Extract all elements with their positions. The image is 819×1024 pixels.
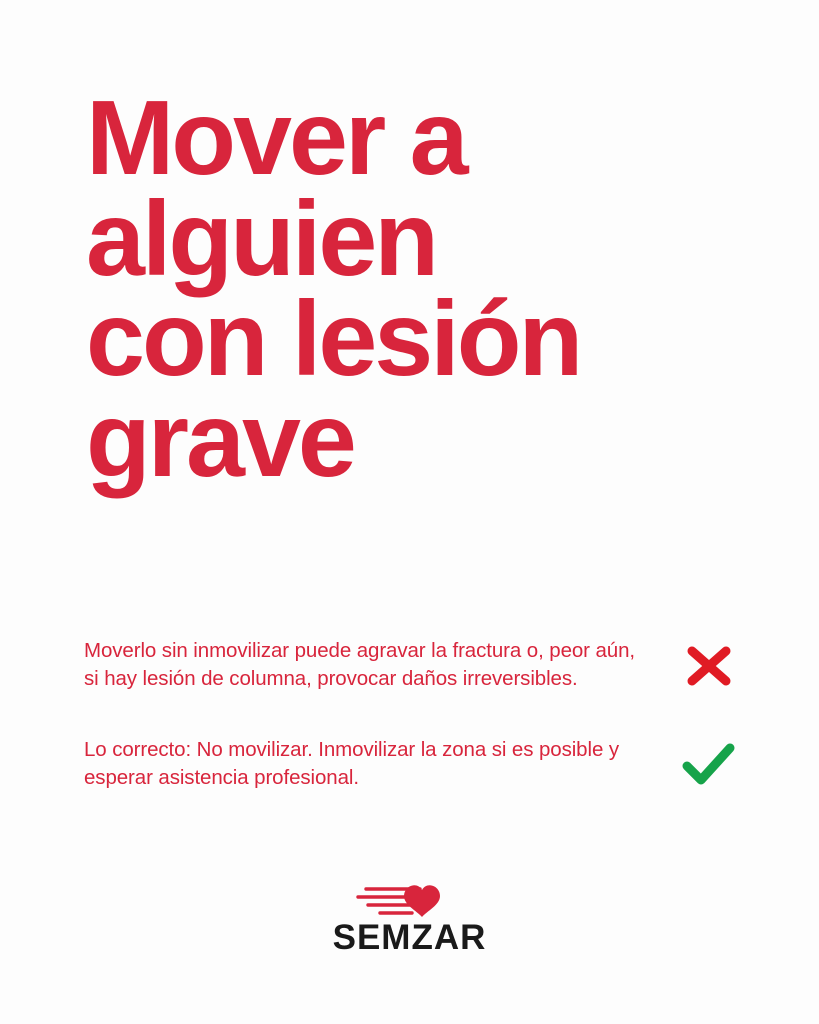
headline-line-4: grave — [86, 381, 354, 500]
brand-wordmark: SEMZAR — [332, 918, 487, 957]
headline-line-3: con lesión — [86, 280, 581, 399]
list-item — [84, 736, 744, 793]
check-icon — [674, 742, 744, 788]
heart-with-lines-icon — [354, 882, 466, 924]
advice-list — [84, 637, 744, 834]
headline-line-2: alguien — [86, 179, 437, 298]
page-title — [86, 79, 726, 500]
warning-text: Moverlo sin inmovilizar puede agravar la fractura o, peor aún, si hay lesión de columna, provocar daños irreversibles. — [84, 639, 635, 691]
list-item — [84, 637, 744, 694]
headline-line-1: Mover a — [86, 79, 466, 197]
brand-logo — [0, 882, 819, 958]
correct-text: Lo correcto: No movilizar. Inmovilizar la zona si es posible y esperar asistencia profesional. — [84, 737, 619, 789]
cross-icon — [674, 643, 744, 689]
